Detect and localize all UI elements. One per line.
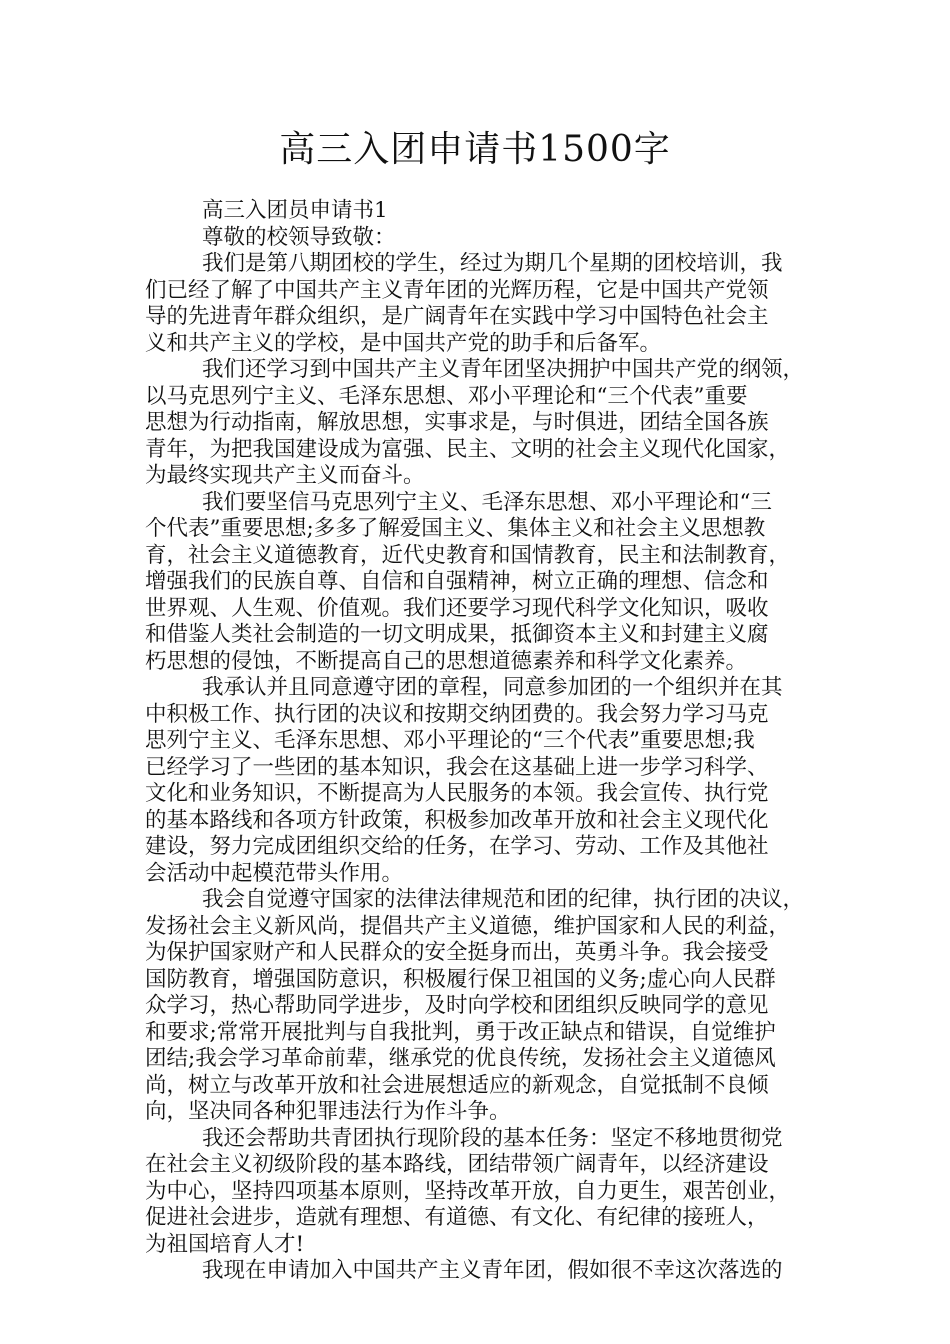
text-line: 尊敬的校领导致敬： (202, 224, 396, 250)
text-line: 发扬社会主义新风尚，提倡共产主义道德，维护国家和人民的利益， (145, 913, 791, 939)
text-line: 为保护国家财产和人民群众的安全挺身而出，英勇斗争。我会接受 (145, 940, 769, 965)
text-line: 高三入团员申请书1 (202, 198, 388, 223)
text-line: 我承认并且同意遵守团的章程，同意参加团的一个组织并在其 (202, 675, 783, 700)
text-line: 导的先进青年群众组织，是广阔青年在实践中学习中国特色社会主 (145, 304, 769, 329)
text-line: 为最终实现共产主义而奋斗。 (145, 463, 425, 488)
text-line: 促进社会进步，造就有理想、有道德、有文化、有纪律的接班人， (145, 1205, 769, 1230)
text-line: 我们还学习到中国共产主义青年团坚决拥护中国共产党的纲领， (202, 357, 805, 382)
text-line: 众学习，热心帮助同学进步，及时向学校和团组织反映同学的意见 (145, 993, 769, 1018)
text-line: 建设，努力完成团组织交给的任务，在学习、劳动、工作及其他社 (145, 834, 769, 859)
text-line: 思列宁主义、毛泽东思想、邓小平理论的“三个代表”重要思想;我 (145, 728, 755, 753)
text-line: 我会自觉遵守国家的法律法律规范和团的纪律，执行团的决议， (202, 887, 805, 912)
text-line: 和借鉴人类社会制造的一切文明成果，抵御资本主义和封建主义腐 (145, 622, 769, 647)
text-line: 会活动中起模范带头作用。 (145, 860, 404, 886)
text-line: 我们要坚信马克思列宁主义、毛泽东思想、邓小平理论和“三 (202, 489, 772, 515)
text-line: 为祖国培育人才! (145, 1231, 305, 1257)
text-line: 文化和业务知识，不断提高为人民服务的本领。我会宣传、执行党 (145, 781, 769, 806)
text-line: 世界观、人生观、价值观。我们还要学习现代科学文化知识，吸收 (145, 595, 769, 621)
text-line: 育，社会主义道德教育，近代史教育和国情教育，民主和法制教育， (145, 542, 791, 568)
text-line: 增强我们的民族自尊、自信和自强精神，树立正确的理想、信念和 (145, 569, 769, 594)
text-line: 我们是第八期团校的学生，经过为期几个星期的团校培训，我 (202, 251, 783, 276)
text-line: 们已经了解了中国共产主义青年团的光辉历程，它是中国共产党领 (145, 277, 769, 303)
text-line: 个代表”重要思想;多多了解爱国主义、集体主义和社会主义思想教 (145, 516, 766, 541)
text-line: 中积极工作、执行团的决议和按期交纳团费的。我会努力学习马克 (145, 701, 769, 727)
text-line: 我现在申请加入中国共产主义青年团，假如很不幸这次落选的 (202, 1258, 783, 1283)
text-line: 我还会帮助共青团执行现阶段的基本任务：坚定不移地贯彻党 (202, 1125, 783, 1151)
text-line: 和要求;常常开展批判与自我批判，勇于改正缺点和错误，自觉维护 (145, 1019, 776, 1045)
text-line: 青年，为把我国建设成为富强、民主、文明的社会主义现代化国家， (145, 436, 791, 462)
text-line: 国防教育，增强国防意识，积极履行保卫祖国的义务;虚心向人民群 (145, 966, 776, 992)
document-title: 高三入团申请书1500字 (279, 129, 671, 170)
text-line: 义和共产主义的学校，是中国共产党的助手和后备军。 (145, 330, 662, 356)
text-line: 以马克思列宁主义、毛泽东思想、邓小平理论和“三个代表”重要 (145, 383, 748, 409)
text-line: 尚，树立与改革开放和社会进展想适应的新观念，自觉抵制不良倾 (145, 1072, 769, 1098)
text-line: 朽思想的侵蚀，不断提高自己的思想道德素养和科学文化素养。 (145, 648, 748, 674)
text-line: 团结;我会学习革命前辈，继承党的优良传统，发扬社会主义道德风 (145, 1046, 776, 1071)
text-line: 思想为行动指南，解放思想，实事求是，与时俱进，团结全国各族 (145, 410, 769, 435)
text-line: 的基本路线和各项方针政策，积极参加改革开放和社会主义现代化 (145, 807, 769, 833)
document-body (145, 198, 808, 1285)
text-line: 已经学习了一些团的基本知识，我会在这基础上进一步学习科学、 (145, 754, 769, 780)
text-line: 为中心，坚持四项基本原则，坚持改革开放，自力更生，艰苦创业， (145, 1178, 791, 1204)
text-line: 在社会主义初级阶段的基本路线，团结带领广阔青年，以经济建设 (145, 1152, 769, 1177)
text-line: 向，坚决同各种犯罪违法行为作斗争。 (145, 1099, 511, 1124)
